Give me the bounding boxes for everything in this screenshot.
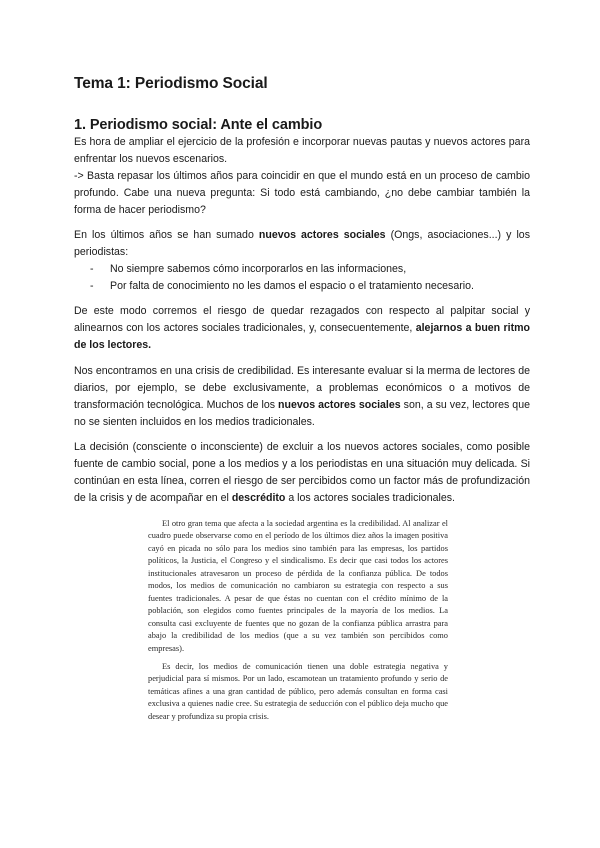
paragraph-5-bold: nuevos actores sociales bbox=[278, 399, 401, 411]
paragraph-4-text-a: De este modo corremos el riesgo de quedar rezagados con respecto al palpitar social y alinearnos con los actores sociales tradicionales, y, consecuentemente, bbox=[74, 305, 530, 334]
bullet-marker: - bbox=[90, 263, 94, 275]
paragraph-5-text-c: son, a su vez, lectores que no se sienten incluidos en los medios tradicionales. bbox=[74, 399, 530, 428]
paragraph-4 bbox=[74, 303, 530, 354]
intro-paragraph bbox=[74, 134, 530, 219]
book-excerpt-image bbox=[148, 518, 448, 723]
paragraph-3-text-a: En los últimos años se han sumado bbox=[74, 229, 259, 241]
bullet-text: No siempre sabemos cómo incorporarlos en las informaciones, bbox=[110, 263, 407, 275]
document-title: Tema 1: Periodismo Social bbox=[74, 75, 268, 92]
excerpt-paragraph-1: El otro gran tema que afecta a la sociedad argentina es la credibilidad. Al analizar el cuadro puede observarse como en el período de los últimos diez años la imagen positiva cayó en picada no sólo para los medios sino también para las empresas, los partidos políticos, la Justicia, el Congreso y el sindicalismo. Es decir que casi todos los actores institucionales atravesaron un proceso de pérdida de la confianza pública. De todos modos, los medios de comunicación no cambiaron su estrategia con respecto a sus fuentes tradicionales. A pesar de que éstas no cuentan con el crédito mínimo de la población, son elegidos como fuentes principales de la mayoría de los medios. La consulta casi excluyente de fuentes que no gozan de la confianza pública arrastra para abajo la credibilidad de los medios (que a su vez también son percibidos como empresas). bbox=[148, 519, 448, 653]
bullet-item bbox=[74, 278, 530, 295]
risk-paragraph bbox=[74, 303, 530, 354]
paragraph-2: -> Basta repasar los últimos años para coincidir en que el mundo está en un proceso de cambio profundo. Cabe una nueva pregunta: Si todo está cambiando, ¿no debe cambiar también la forma de hacer periodismo? bbox=[74, 170, 530, 216]
excerpt-paragraph-2: Es decir, los medios de comunicación tienen una doble estrategia negativa y perjudicial para sí mismos. Por un lado, escamotean un tratamiento profundo y serio de temáticas afines a una gran cantidad de público, pero además consultan en forma casi exclusiva a quienes nadie cree. Su estrategia de seducción con el público deja mucho que desear y profundiza su propia crisis. bbox=[148, 661, 448, 721]
decision-paragraph bbox=[74, 439, 530, 507]
paragraph-5-text-a: Nos encontramos en una crisis de credibilidad. Es interesante evaluar si la merma de lectores de diarios, por ejemplo, se debe exclusivamente, a problemas económicos o a motivos de transformación tecnológica. Muchos de los bbox=[74, 365, 530, 411]
paragraph-3-bold: nuevos actores sociales bbox=[258, 229, 386, 241]
paragraph-6-text-c: a los actores sociales tradicionales. bbox=[285, 492, 455, 504]
paragraph-3-text-c: (Ongs, asociaciones...) y los periodistas: bbox=[74, 229, 530, 258]
paragraph-4-bold: alejarnos a buen ritmo de los lectores. bbox=[74, 322, 530, 351]
credibility-paragraph bbox=[74, 363, 530, 431]
section-heading: 1. Periodismo social: Ante el cambio bbox=[74, 117, 323, 133]
paragraph-3 bbox=[74, 227, 530, 261]
paragraph-5 bbox=[74, 363, 530, 431]
actors-paragraph bbox=[74, 227, 530, 295]
bullet-item bbox=[74, 261, 530, 278]
paragraph-1: Es hora de ampliar el ejercicio de la profesión e incorporar nuevas pautas y nuevos actores para enfrentar los nuevos escenarios. bbox=[74, 136, 530, 165]
paragraph-6 bbox=[74, 439, 530, 507]
bullet-marker: - bbox=[90, 280, 94, 292]
paragraph-6-text-a: La decisión (consciente o inconsciente) de excluir a los nuevos actores sociales, como posible fuente de cambio social, pone a los medios y a los periodistas en una situación muy delicada. Si continúan en esta línea, corren el riesgo de ser percibidos como un factor más de profundización de la crisis y de acompañar en el bbox=[74, 441, 530, 504]
bullet-list bbox=[74, 261, 530, 295]
paragraph-6-bold: descrédito bbox=[231, 492, 286, 504]
bullet-text: Por falta de conocimiento no les damos el espacio o el tratamiento necesario. bbox=[110, 280, 474, 292]
